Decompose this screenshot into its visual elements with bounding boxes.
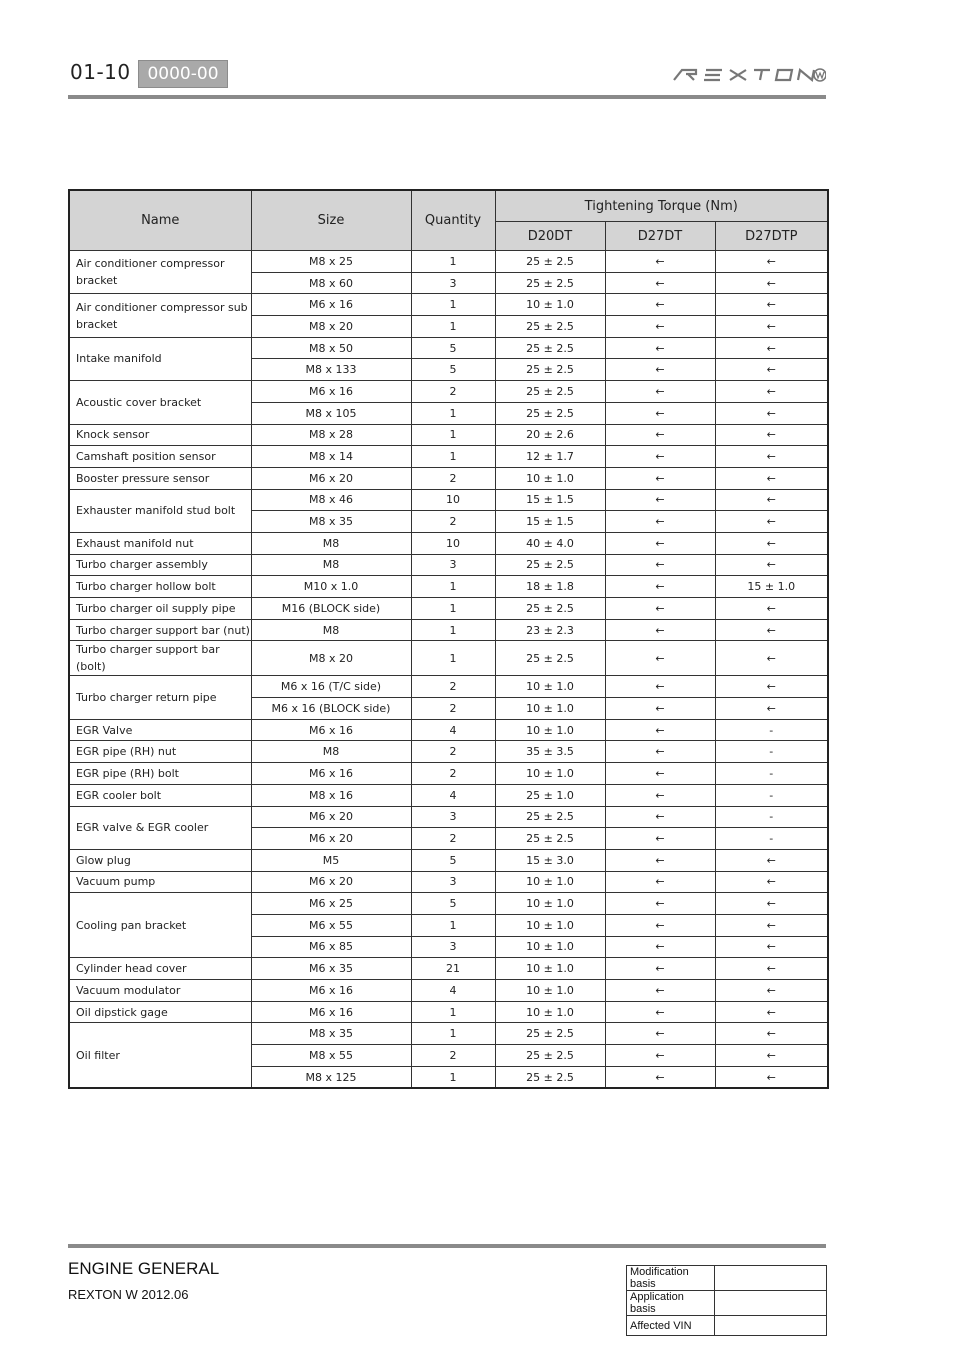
part-name-cell: EGR pipe (RH) bolt [69,763,251,785]
size-cell: M8 x 60 [251,272,411,294]
size-cell: M6 x 16 [251,381,411,403]
table-row [69,641,828,676]
part-name-cell: Glow plug [69,849,251,871]
part-name-cell: EGR valve & EGR cooler [69,806,251,849]
column-header-d27dt: D27DT [605,222,715,251]
d27dt-torque-cell: ← [605,784,715,806]
table-row [69,958,828,980]
size-cell: M6 x 16 [251,980,411,1002]
quantity-cell: 2 [411,828,495,850]
d27dt-torque-cell: ← [605,871,715,893]
footer-title: ENGINE GENERAL [68,1259,220,1278]
d20dt-torque-cell: 25 ± 2.5 [495,402,605,424]
d27dtp-torque-cell: ← [715,598,828,620]
d27dt-torque-cell: ← [605,554,715,576]
size-cell: M8 x 125 [251,1066,411,1088]
column-header-torque: Tightening Torque (Nm) [495,190,828,222]
quantity-cell: 1 [411,402,495,424]
d27dt-torque-cell: ← [605,619,715,641]
footer-subtitle: REXTON W 2012.06 [68,1287,189,1302]
size-cell: M6 x 16 (T/C side) [251,676,411,698]
column-header-d20dt: D20DT [495,222,605,251]
d27dt-torque-cell: ← [605,489,715,511]
size-cell: M8 x 20 [251,641,411,676]
column-header-size: Size [251,190,411,251]
size-cell: M8 x 28 [251,424,411,446]
d20dt-torque-cell: 35 ± 3.5 [495,741,605,763]
d27dt-torque-cell: ← [605,1045,715,1067]
d20dt-torque-cell: 25 ± 2.5 [495,381,605,403]
quantity-cell: 3 [411,871,495,893]
part-name-cell: Booster pressure sensor [69,467,251,489]
d27dt-torque-cell: ← [605,763,715,785]
d20dt-torque-cell: 25 ± 2.5 [495,806,605,828]
quantity-cell: 3 [411,554,495,576]
d27dtp-torque-cell: ← [715,251,828,273]
part-name-cell: Turbo charger hollow bolt [69,576,251,598]
size-cell: M8 x 14 [251,446,411,468]
size-cell: M16 (BLOCK side) [251,598,411,620]
column-header-d27dtp: D27DTP [715,222,828,251]
size-cell: M8 x 105 [251,402,411,424]
d27dtp-torque-cell: ← [715,446,828,468]
quantity-cell: 1 [411,598,495,620]
rexton-logo [670,62,826,88]
quantity-cell: 1 [411,294,495,316]
size-cell: M6 x 20 [251,806,411,828]
table-row [69,619,828,641]
d20dt-torque-cell: 25 ± 2.5 [495,1045,605,1067]
d27dt-torque-cell: ← [605,980,715,1002]
d20dt-torque-cell: 10 ± 1.0 [495,467,605,489]
info-row-modification [627,1266,827,1291]
d20dt-torque-cell: 12 ± 1.7 [495,446,605,468]
part-name-cell: Cylinder head cover [69,958,251,980]
header-rule [68,95,826,99]
info-value [715,1291,827,1316]
quantity-cell: 2 [411,763,495,785]
d20dt-torque-cell: 25 ± 2.5 [495,337,605,359]
d27dt-torque-cell: ← [605,337,715,359]
d27dt-torque-cell: ← [605,914,715,936]
d27dt-torque-cell: ← [605,424,715,446]
d27dt-torque-cell: ← [605,598,715,620]
d20dt-torque-cell: 25 ± 2.5 [495,554,605,576]
part-name-cell: EGR Valve [69,719,251,741]
d20dt-torque-cell: 10 ± 1.0 [495,719,605,741]
part-name-cell: Exhauster manifold stud bolt [69,489,251,532]
d27dtp-torque-cell: - [715,806,828,828]
quantity-cell: 2 [411,698,495,720]
d27dt-torque-cell: ← [605,958,715,980]
d20dt-torque-cell: 25 ± 2.5 [495,1023,605,1045]
footer-rule [68,1244,826,1248]
table-row [69,576,828,598]
size-cell: M8 x 50 [251,337,411,359]
d27dtp-torque-cell: - [715,741,828,763]
d27dtp-torque-cell: ← [715,424,828,446]
quantity-cell: 3 [411,806,495,828]
d20dt-torque-cell: 10 ± 1.0 [495,698,605,720]
d27dtp-torque-cell: ← [715,936,828,958]
d20dt-torque-cell: 18 ± 1.8 [495,576,605,598]
size-cell: M6 x 85 [251,936,411,958]
quantity-cell: 3 [411,272,495,294]
table-row [69,849,828,871]
d27dtp-torque-cell: ← [715,958,828,980]
size-cell: M6 x 35 [251,958,411,980]
quantity-cell: 1 [411,576,495,598]
size-cell: M8 x 25 [251,251,411,273]
table-row [69,294,828,316]
d27dtp-torque-cell: ← [715,402,828,424]
part-name-cell: Vacuum modulator [69,980,251,1002]
d27dt-torque-cell: ← [605,893,715,915]
quantity-cell: 1 [411,641,495,676]
table-row [69,980,828,1002]
size-cell: M6 x 16 [251,294,411,316]
size-cell: M6 x 20 [251,467,411,489]
d27dtp-torque-cell: ← [715,489,828,511]
part-name-cell: Intake manifold [69,337,251,380]
d27dtp-torque-cell: ← [715,676,828,698]
part-name-cell: Oil filter [69,1023,251,1089]
size-cell: M6 x 16 [251,763,411,785]
d27dtp-torque-cell: ← [715,532,828,554]
table-row [69,806,828,828]
d20dt-torque-cell: 25 ± 1.0 [495,784,605,806]
d27dtp-torque-cell: ← [715,641,828,676]
quantity-cell: 4 [411,980,495,1002]
d20dt-torque-cell: 10 ± 1.0 [495,871,605,893]
table-row [69,489,828,511]
d20dt-torque-cell: 23 ± 2.3 [495,619,605,641]
d27dtp-torque-cell: ← [715,849,828,871]
d20dt-torque-cell: 10 ± 1.0 [495,294,605,316]
info-row-application [627,1291,827,1316]
part-name-cell: Air conditioner compressor bracket [69,251,251,294]
size-cell: M6 x 20 [251,871,411,893]
d27dtp-torque-cell: ← [715,554,828,576]
d27dtp-torque-cell: ← [715,1023,828,1045]
part-name-cell: Acoustic cover bracket [69,381,251,424]
column-header-quantity: Quantity [411,190,495,251]
quantity-cell: 10 [411,489,495,511]
d27dt-torque-cell: ← [605,806,715,828]
quantity-cell: 2 [411,741,495,763]
d20dt-torque-cell: 25 ± 2.5 [495,251,605,273]
table-row [69,1001,828,1023]
quantity-cell: 2 [411,511,495,533]
d27dt-torque-cell: ← [605,402,715,424]
table-row [69,763,828,785]
size-cell: M8 x 55 [251,1045,411,1067]
d27dtp-torque-cell: ← [715,871,828,893]
size-cell: M10 x 1.0 [251,576,411,598]
d27dt-torque-cell: ← [605,467,715,489]
d20dt-torque-cell: 10 ± 1.0 [495,980,605,1002]
d27dt-torque-cell: ← [605,849,715,871]
table-row [69,532,828,554]
table-row [69,424,828,446]
info-label: Application basis [627,1291,715,1316]
d20dt-torque-cell: 40 ± 4.0 [495,532,605,554]
size-cell: M8 [251,554,411,576]
d27dtp-torque-cell: ← [715,337,828,359]
size-cell: M8 x 20 [251,316,411,338]
table-row [69,676,828,698]
torque-table [68,189,829,1089]
d20dt-torque-cell: 25 ± 2.5 [495,272,605,294]
d20dt-torque-cell: 25 ± 2.5 [495,359,605,381]
part-name-cell: Exhaust manifold nut [69,532,251,554]
d20dt-torque-cell: 15 ± 1.5 [495,489,605,511]
part-name-cell: EGR pipe (RH) nut [69,741,251,763]
quantity-cell: 1 [411,446,495,468]
d27dt-torque-cell: ← [605,1001,715,1023]
table-row [69,719,828,741]
d27dt-torque-cell: ← [605,676,715,698]
d27dt-torque-cell: ← [605,446,715,468]
d27dt-torque-cell: ← [605,381,715,403]
d27dtp-torque-cell: ← [715,359,828,381]
part-name-cell: Vacuum pump [69,871,251,893]
d27dt-torque-cell: ← [605,251,715,273]
part-name-cell: Turbo charger oil supply pipe [69,598,251,620]
size-cell: M6 x 20 [251,828,411,850]
quantity-cell: 1 [411,1023,495,1045]
quantity-cell: 2 [411,381,495,403]
d27dt-torque-cell: ← [605,936,715,958]
d27dtp-torque-cell: ← [715,914,828,936]
size-cell: M6 x 16 [251,1001,411,1023]
page-number: 01-10 [70,60,131,84]
quantity-cell: 2 [411,676,495,698]
quantity-cell: 5 [411,359,495,381]
d20dt-torque-cell: 10 ± 1.0 [495,914,605,936]
quantity-cell: 4 [411,784,495,806]
size-cell: M8 [251,619,411,641]
d27dt-torque-cell: ← [605,576,715,598]
size-cell: M8 [251,741,411,763]
table-row [69,871,828,893]
d20dt-torque-cell: 25 ± 2.5 [495,828,605,850]
part-name-cell: Turbo charger support bar (nut) [69,619,251,641]
size-cell: M6 x 16 [251,719,411,741]
d27dtp-torque-cell: - [715,828,828,850]
quantity-cell: 5 [411,893,495,915]
quantity-cell: 1 [411,619,495,641]
d20dt-torque-cell: 10 ± 1.0 [495,1001,605,1023]
table-row [69,251,828,273]
size-cell: M6 x 16 (BLOCK side) [251,698,411,720]
d27dt-torque-cell: ← [605,316,715,338]
quantity-cell: 1 [411,316,495,338]
d20dt-torque-cell: 10 ± 1.0 [495,676,605,698]
d27dtp-torque-cell: ← [715,1066,828,1088]
part-name-cell: Oil dipstick gage [69,1001,251,1023]
d20dt-torque-cell: 15 ± 1.5 [495,511,605,533]
d27dt-torque-cell: ← [605,1023,715,1045]
d27dtp-torque-cell: - [715,784,828,806]
d20dt-torque-cell: 10 ± 1.0 [495,763,605,785]
quantity-cell: 5 [411,337,495,359]
info-value [715,1316,827,1336]
d27dt-torque-cell: ← [605,1066,715,1088]
d27dtp-torque-cell: ← [715,294,828,316]
part-name-cell: Turbo charger return pipe [69,676,251,719]
quantity-cell: 2 [411,1045,495,1067]
table-row [69,554,828,576]
d27dtp-torque-cell: ← [715,316,828,338]
d27dtp-torque-cell: ← [715,698,828,720]
size-cell: M8 x 35 [251,511,411,533]
size-cell: M6 x 55 [251,914,411,936]
part-name-cell: Camshaft position sensor [69,446,251,468]
d27dtp-torque-cell: ← [715,1001,828,1023]
info-row-vin [627,1316,827,1336]
revision-info-table [626,1265,827,1336]
size-cell: M8 x 133 [251,359,411,381]
info-label: Modification basis [627,1266,715,1291]
size-cell: M5 [251,849,411,871]
d20dt-torque-cell: 25 ± 2.5 [495,316,605,338]
d27dtp-torque-cell: ← [715,980,828,1002]
d27dtp-torque-cell: ← [715,893,828,915]
d27dtp-torque-cell: ← [715,272,828,294]
d20dt-torque-cell: 20 ± 2.6 [495,424,605,446]
quantity-cell: 1 [411,1001,495,1023]
size-cell: M8 x 46 [251,489,411,511]
info-value [715,1266,827,1291]
part-name-cell: Air conditioner compressor sub bracket [69,294,251,337]
d27dtp-torque-cell: 15 ± 1.0 [715,576,828,598]
size-cell: M6 x 25 [251,893,411,915]
d20dt-torque-cell: 25 ± 2.5 [495,641,605,676]
d20dt-torque-cell: 10 ± 1.0 [495,958,605,980]
quantity-cell: 4 [411,719,495,741]
column-header-name: Name [69,190,251,251]
d27dtp-torque-cell: - [715,719,828,741]
size-cell: M8 x 35 [251,1023,411,1045]
part-name-cell: EGR cooler bolt [69,784,251,806]
table-row [69,893,828,915]
section-code-badge: 0000-00 [138,60,228,88]
table-row [69,467,828,489]
d20dt-torque-cell: 15 ± 3.0 [495,849,605,871]
d27dt-torque-cell: ← [605,294,715,316]
d27dt-torque-cell: ← [605,698,715,720]
d27dtp-torque-cell: ← [715,511,828,533]
d27dtp-torque-cell: ← [715,467,828,489]
table-row [69,598,828,620]
part-name-cell: Cooling pan bracket [69,893,251,958]
d27dtp-torque-cell: ← [715,619,828,641]
d27dtp-torque-cell: ← [715,1045,828,1067]
quantity-cell: 1 [411,1066,495,1088]
d27dt-torque-cell: ← [605,511,715,533]
table-body [69,251,828,1089]
d27dtp-torque-cell: ← [715,381,828,403]
d20dt-torque-cell: 25 ± 2.5 [495,1066,605,1088]
d27dt-torque-cell: ← [605,828,715,850]
size-cell: M8 x 16 [251,784,411,806]
quantity-cell: 1 [411,251,495,273]
quantity-cell: 2 [411,467,495,489]
d20dt-torque-cell: 10 ± 1.0 [495,893,605,915]
table-row [69,381,828,403]
part-name-cell: Turbo charger assembly [69,554,251,576]
d20dt-torque-cell: 25 ± 2.5 [495,598,605,620]
quantity-cell: 10 [411,532,495,554]
d27dt-torque-cell: ← [605,719,715,741]
table-row [69,446,828,468]
part-name-cell: Knock sensor [69,424,251,446]
d27dt-torque-cell: ← [605,741,715,763]
quantity-cell: 5 [411,849,495,871]
table-row [69,1023,828,1045]
quantity-cell: 3 [411,936,495,958]
table-row [69,741,828,763]
table-row [69,337,828,359]
quantity-cell: 21 [411,958,495,980]
table-row [69,784,828,806]
size-cell: M8 [251,532,411,554]
d27dt-torque-cell: ← [605,641,715,676]
d27dtp-torque-cell: - [715,763,828,785]
quantity-cell: 1 [411,424,495,446]
d27dt-torque-cell: ← [605,272,715,294]
d20dt-torque-cell: 10 ± 1.0 [495,936,605,958]
part-name-cell: Turbo charger support bar (bolt) [69,641,251,676]
d27dt-torque-cell: ← [605,359,715,381]
info-label: Affected VIN [627,1316,715,1336]
d27dt-torque-cell: ← [605,532,715,554]
quantity-cell: 1 [411,914,495,936]
